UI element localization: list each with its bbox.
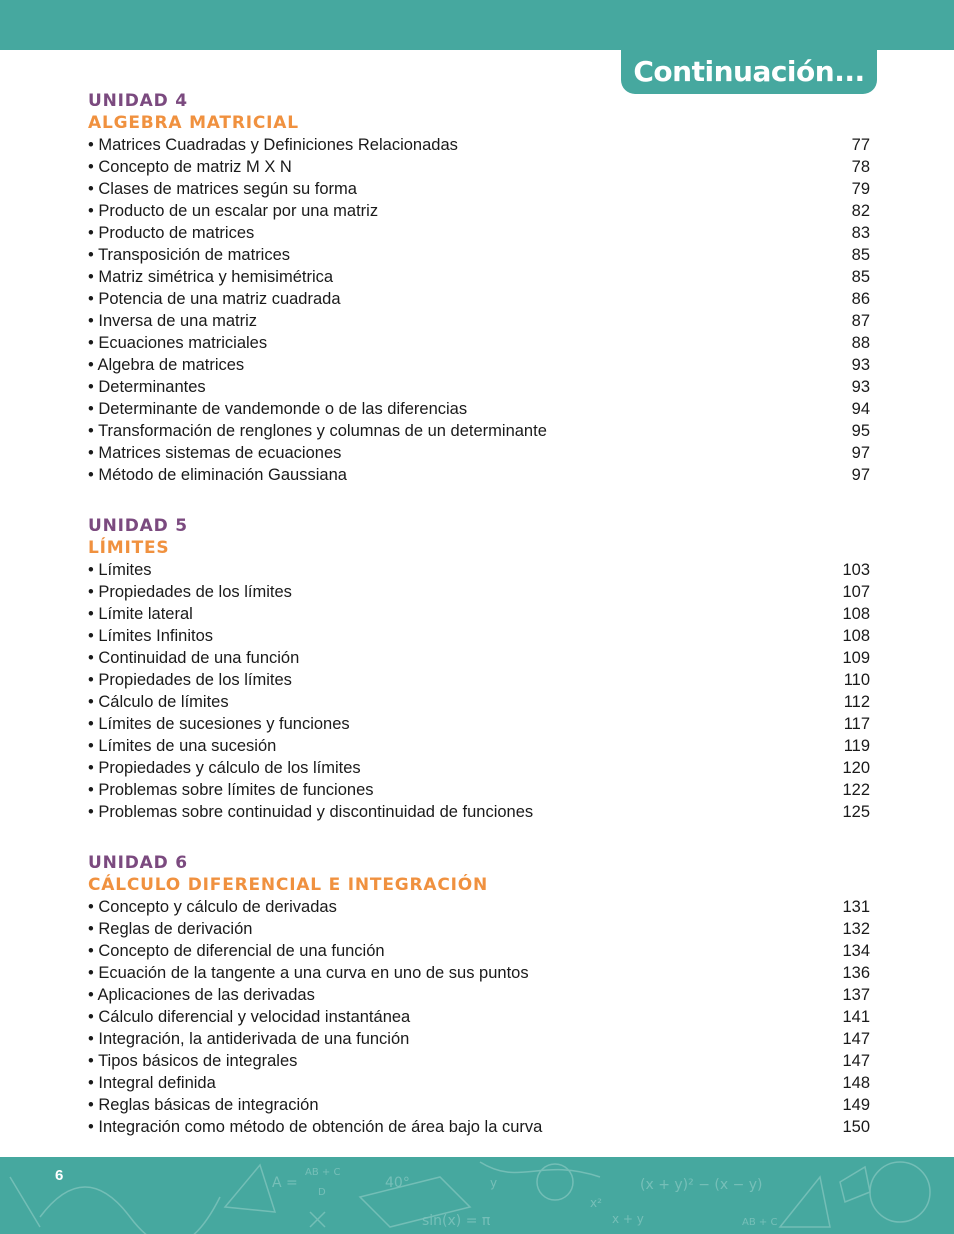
toc-entry bbox=[88, 918, 870, 940]
toc-entry-page: 88 bbox=[851, 334, 870, 352]
toc-entry-title: • Límites de una sucesión bbox=[88, 737, 277, 755]
doodle-text-d: D bbox=[318, 1187, 326, 1198]
toc-entry bbox=[88, 757, 870, 779]
toc-entry-title: • Problemas sobre continuidad y discontinuidad de funciones bbox=[88, 803, 534, 821]
toc-entry bbox=[88, 376, 870, 398]
triangle-doodle bbox=[225, 1165, 275, 1212]
toc-entry-page: 78 bbox=[851, 158, 870, 176]
toc-entry-title: • Cálculo diferencial y velocidad instantánea bbox=[88, 1008, 411, 1026]
toc-entry bbox=[88, 464, 870, 486]
toc-entry bbox=[88, 801, 870, 823]
toc-entry bbox=[88, 896, 870, 918]
continuation-label: Continuación... bbox=[633, 54, 865, 88]
toc-entry bbox=[88, 1072, 870, 1094]
bottom-footer-band bbox=[0, 1157, 954, 1234]
toc-entry-title: • Concepto y cálculo de derivadas bbox=[88, 898, 337, 916]
toc-entry bbox=[88, 647, 870, 669]
page-number: 6 bbox=[55, 1167, 64, 1184]
doodle-text-sin: sin(x) = π bbox=[422, 1213, 491, 1229]
toc-entry-title: • Clases de matrices según su forma bbox=[88, 180, 357, 198]
toc-entry-page: 109 bbox=[842, 649, 870, 667]
toc-entry bbox=[88, 332, 870, 354]
toc-entry-page: 110 bbox=[843, 671, 870, 689]
toc-entry-title: • Determinante de vandemonde o de las diferencias bbox=[88, 400, 468, 418]
toc-entry-title: • Concepto de matriz M X N bbox=[88, 158, 292, 176]
toc-entry-title: • Reglas básicas de integración bbox=[88, 1096, 319, 1114]
toc-entry-title: • Algebra de matrices bbox=[88, 356, 245, 374]
toc-entry bbox=[88, 779, 870, 801]
toc-entry bbox=[88, 713, 870, 735]
toc-entry-title: • Límite lateral bbox=[88, 605, 193, 623]
toc-entry-title: • Determinantes bbox=[88, 378, 206, 396]
toc-entry-title: • Producto de matrices bbox=[88, 224, 255, 242]
toc-entry-page: 150 bbox=[842, 1118, 870, 1136]
toc-entry-title: • Tipos básicos de integrales bbox=[88, 1052, 298, 1070]
toc-entry bbox=[88, 398, 870, 420]
continuation-tab bbox=[621, 48, 877, 94]
toc-entry-page: 86 bbox=[851, 290, 870, 308]
toc-entry-page: 95 bbox=[851, 422, 870, 440]
toc-entry-title: • Límites Infinitos bbox=[88, 627, 213, 645]
toc-entry-title: • Problemas sobre límites de funciones bbox=[88, 781, 374, 799]
big-circle-doodle bbox=[870, 1162, 930, 1222]
toc-entry-page: 97 bbox=[851, 466, 870, 484]
toc-entry-page: 107 bbox=[842, 583, 870, 601]
sine-wave-doodle bbox=[40, 1187, 220, 1234]
cross-doodle bbox=[310, 1212, 325, 1227]
toc-entry-title: • Integración, la antiderivada de una función bbox=[88, 1030, 410, 1048]
right-triangle-doodle bbox=[780, 1177, 830, 1227]
toc-entry-page: 108 bbox=[842, 627, 870, 645]
unit-number: UNIDAD 6 bbox=[88, 853, 188, 873]
toc-entry-title: • Continuidad de una función bbox=[88, 649, 300, 667]
toc-entry bbox=[88, 559, 870, 581]
toc-entry-title: • Matrices sistemas de ecuaciones bbox=[88, 444, 342, 462]
toc-entry-page: 87 bbox=[851, 312, 870, 330]
toc-entry-page: 141 bbox=[842, 1008, 870, 1026]
toc-entry-title: • Integración como método de obtención de área bajo la curva bbox=[88, 1118, 543, 1136]
toc-entry-page: 97 bbox=[851, 444, 870, 462]
toc-entry bbox=[88, 581, 870, 603]
toc-entry-title: • Concepto de diferencial de una función bbox=[88, 942, 385, 960]
toc-entry-title: • Transformación de renglones y columnas de un determinante bbox=[88, 422, 547, 440]
doodle-text-abc-2: AB + C bbox=[742, 1217, 778, 1228]
toc-entry bbox=[88, 669, 870, 691]
toc-entry-title: • Límites de sucesiones y funciones bbox=[88, 715, 350, 733]
toc-entry bbox=[88, 244, 870, 266]
toc-entry-title: • Reglas de derivación bbox=[88, 920, 253, 938]
toc-entry bbox=[88, 603, 870, 625]
unit-section bbox=[88, 90, 870, 486]
toc-entry bbox=[88, 266, 870, 288]
toc-entry-page: 93 bbox=[851, 378, 870, 396]
toc-entry bbox=[88, 1050, 870, 1072]
toc-entry bbox=[88, 1094, 870, 1116]
toc-entry bbox=[88, 735, 870, 757]
toc-entry bbox=[88, 200, 870, 222]
table-of-contents bbox=[88, 90, 870, 1167]
toc-entry bbox=[88, 984, 870, 1006]
toc-entry-page: 82 bbox=[851, 202, 870, 220]
toc-entry bbox=[88, 288, 870, 310]
toc-entry bbox=[88, 1028, 870, 1050]
toc-entry-page: 148 bbox=[842, 1074, 870, 1092]
doodle-text-y: y bbox=[490, 1176, 498, 1190]
toc-entry-page: 119 bbox=[843, 737, 870, 755]
doodle-text-area: A = bbox=[272, 1175, 298, 1191]
diamond-doodle bbox=[840, 1167, 870, 1202]
toc-entry-page: 132 bbox=[842, 920, 870, 938]
toc-entry-page: 83 bbox=[851, 224, 870, 242]
doodle-text-angle: 40° bbox=[385, 1175, 410, 1191]
toc-entry-page: 94 bbox=[851, 400, 870, 418]
math-doodles-decoration bbox=[0, 1157, 954, 1234]
toc-entry-title: • Matrices Cuadradas y Definiciones Relacionadas bbox=[88, 136, 458, 154]
toc-entry-title: • Límites bbox=[88, 561, 152, 579]
toc-entry-page: 137 bbox=[842, 986, 870, 1004]
toc-entry bbox=[88, 1116, 870, 1138]
toc-entry-page: 117 bbox=[843, 715, 870, 733]
toc-entry-page: 125 bbox=[842, 803, 870, 821]
toc-entry-page: 93 bbox=[851, 356, 870, 374]
unit-number: UNIDAD 4 bbox=[88, 91, 188, 111]
top-header-band bbox=[0, 0, 954, 50]
toc-entry bbox=[88, 156, 870, 178]
toc-entry-page: 147 bbox=[842, 1030, 870, 1048]
toc-entry bbox=[88, 134, 870, 156]
toc-entry-page: 147 bbox=[842, 1052, 870, 1070]
unit-section bbox=[88, 515, 870, 823]
toc-entry bbox=[88, 310, 870, 332]
toc-entry-page: 112 bbox=[843, 693, 870, 711]
toc-entry bbox=[88, 442, 870, 464]
toc-entry-page: 134 bbox=[842, 942, 870, 960]
toc-entry-page: 122 bbox=[842, 781, 870, 799]
doodle-text-square: x² bbox=[590, 1196, 602, 1210]
toc-entry-title: • Método de eliminación Gaussiana bbox=[88, 466, 347, 484]
toc-entry-title: • Cálculo de límites bbox=[88, 693, 229, 711]
toc-entry bbox=[88, 962, 870, 984]
doodle-text-binomial: (x + y)² − (x − y) bbox=[640, 1177, 763, 1193]
toc-entry bbox=[88, 354, 870, 376]
toc-entry-page: 136 bbox=[842, 964, 870, 982]
toc-entry-title: • Propiedades de los límites bbox=[88, 671, 292, 689]
doodle-text-abc: AB + C bbox=[305, 1167, 341, 1178]
doodle-text-sum: x + y bbox=[612, 1212, 644, 1226]
wave-doodle bbox=[480, 1162, 600, 1177]
toc-entry-title: • Transposición de matrices bbox=[88, 246, 291, 264]
toc-entry-title: • Propiedades de los límites bbox=[88, 583, 292, 601]
unit-number: UNIDAD 5 bbox=[88, 516, 188, 536]
toc-entry-page: 149 bbox=[842, 1096, 870, 1114]
toc-entry bbox=[88, 222, 870, 244]
toc-entry-title: • Producto de un escalar por una matriz bbox=[88, 202, 379, 220]
unit-title: LÍMITES bbox=[88, 538, 170, 558]
toc-entry bbox=[88, 625, 870, 647]
toc-entry bbox=[88, 940, 870, 962]
slash-doodle bbox=[10, 1177, 40, 1227]
toc-entry-page: 131 bbox=[842, 898, 870, 916]
toc-entry bbox=[88, 691, 870, 713]
toc-entry-title: • Propiedades y cálculo de los límites bbox=[88, 759, 361, 777]
toc-entry-title: • Integral definida bbox=[88, 1074, 216, 1092]
toc-entry bbox=[88, 178, 870, 200]
unit-title: CÁLCULO DIFERENCIAL E INTEGRACIÓN bbox=[88, 875, 489, 895]
unit-title: ALGEBRA MATRICIAL bbox=[88, 113, 299, 133]
toc-entry-title: • Inversa de una matriz bbox=[88, 312, 258, 330]
toc-entry-title: • Matriz simétrica y hemisimétrica bbox=[88, 268, 334, 286]
toc-entry-title: • Ecuación de la tangente a una curva en uno de sus puntos bbox=[88, 964, 529, 982]
toc-entry-title: • Potencia de una matriz cuadrada bbox=[88, 290, 341, 308]
toc-entry-page: 103 bbox=[842, 561, 870, 579]
toc-entry-page: 77 bbox=[851, 136, 870, 154]
toc-entry-page: 120 bbox=[842, 759, 870, 777]
unit-section bbox=[88, 852, 870, 1138]
toc-entry-page: 79 bbox=[851, 180, 870, 198]
toc-entry-page: 85 bbox=[851, 246, 870, 264]
toc-entry bbox=[88, 1006, 870, 1028]
toc-entry bbox=[88, 420, 870, 442]
toc-entry-page: 108 bbox=[842, 605, 870, 623]
toc-entry-page: 85 bbox=[851, 268, 870, 286]
toc-entry-title: • Aplicaciones de las derivadas bbox=[88, 986, 315, 1004]
toc-entry-title: • Ecuaciones matriciales bbox=[88, 334, 268, 352]
